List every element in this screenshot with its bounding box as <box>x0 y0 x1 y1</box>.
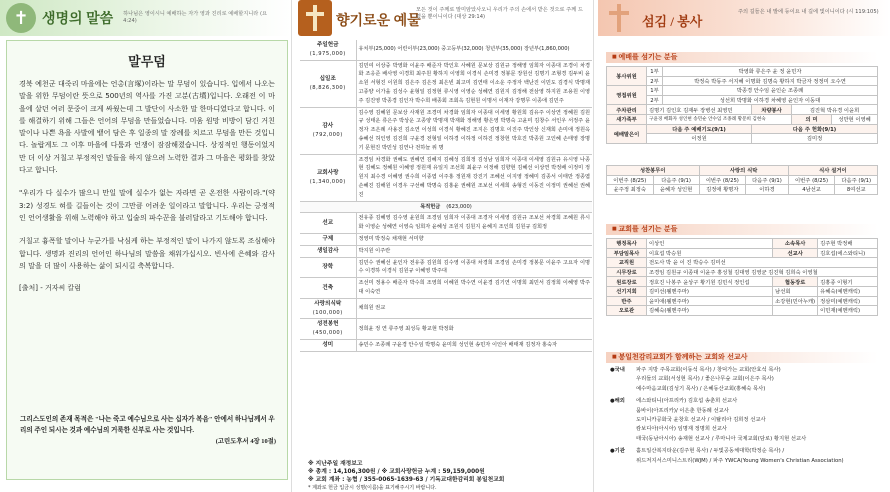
table-cell: 새가족부 <box>607 114 647 124</box>
bible-icon: ✝ <box>6 3 36 33</box>
table-cell: 박종경 안수임 윤인순 조종례 <box>663 86 878 96</box>
table-cell: 다음 주 예배기도(9/1) <box>647 124 752 134</box>
offering-category-cell <box>300 245 356 257</box>
table-row <box>607 185 878 195</box>
mission-tag <box>610 416 636 425</box>
mission-tag: ●해외 <box>610 398 625 405</box>
table-cell: 다음 주 헌화(9/1) <box>752 124 878 134</box>
offering-row <box>300 201 592 213</box>
table-cell: 김호섭(에스와티니) <box>818 248 878 258</box>
mission-tag: ●국내 <box>610 367 625 373</box>
offering-category: 목적헌금 <box>420 203 441 210</box>
worship-servants-table <box>606 66 878 144</box>
offering-row <box>300 233 592 245</box>
mission-text: 우리들의 교회(서성현 목사) / 좋은나무숲 교회(이은주 목사) <box>636 376 774 383</box>
finance-report <box>308 460 504 492</box>
mission-text: 홀트일산복지타운(김주현 목사) / 두빛공동체대학(박정순 목사) / <box>636 448 785 455</box>
offering-row <box>300 298 592 319</box>
offering-amount: (100,000) <box>312 309 343 316</box>
service-title: 섬김 / 봉사 <box>642 14 703 29</box>
offering-category: 십일조 <box>319 75 336 82</box>
table-cell: 다음주 (9/1) <box>746 175 789 185</box>
table-cell: 교직원 <box>607 258 647 268</box>
table-cell: 시무장로 <box>607 267 647 277</box>
offering-category: 성전봉헌 <box>316 321 339 328</box>
mission-tag <box>610 425 636 434</box>
offering-names: 채희원 권교 <box>356 298 592 319</box>
table-cell: 2부 <box>647 76 663 86</box>
closing-verse-ref: (고린도후서 4장 10절) <box>215 438 276 445</box>
mission-line <box>610 447 880 456</box>
table-cell: 유혜숙(예멘캐릭) <box>818 286 878 296</box>
table-cell: 선기지회 <box>607 286 647 296</box>
offering-row <box>300 60 592 107</box>
offering-names: 전유종 김혜영 김수영 윤원희 조경임 임희자 이종대 조경자 이세영 김원규 조보선 차경희 조혜원 류시화 이영순 성혜연 이영숙 임희자 윤혜성 조원지 김원지 윤혜지 조인희 김원규 김희정 <box>356 213 592 234</box>
mission-line <box>610 366 880 375</box>
table-row <box>607 124 878 134</box>
table-row <box>607 175 878 185</box>
weekly-tasks-table <box>606 165 878 195</box>
table-row <box>607 306 878 316</box>
table-cell: 2부 <box>647 95 663 105</box>
table-row <box>607 86 878 96</box>
table-cell: 윤주정 최정숙 <box>607 185 654 195</box>
offering-category: 건축 <box>322 284 334 291</box>
table-cell: 구윤경 배화자 성인현 송민순 안수임 조종례 황문희 김현숙 <box>647 114 792 124</box>
church-staff-table <box>606 238 878 316</box>
service-column <box>598 0 890 492</box>
offering-amount: (8,826,300) <box>309 84 346 91</box>
sermon-title: 말무덤 <box>128 54 166 69</box>
table-row <box>607 239 878 249</box>
table-row <box>607 296 878 306</box>
table-cell: 박정숙 박동주 서지혜 이명화 김명숙 황하지 박금자 정정미 오수연 <box>663 76 878 86</box>
mission-text: 태국(동남아시아) 송재현 선교사 / 루마니아 국제교회(담로) 황지현 선교사 <box>636 435 807 442</box>
mission-line <box>610 457 880 466</box>
offering-category-cell <box>300 233 356 245</box>
table-row <box>607 166 878 176</box>
offering-row <box>300 40 592 60</box>
offering-names: 송민수 조종례 구윤경 안수임 박명숙 윤미희 성인현 송민자 이인아 배태재 김정자 홍숙자 <box>356 339 592 351</box>
offering-title: 향기로운 예물 <box>336 14 421 29</box>
table-cell: 8여선교 <box>835 185 878 195</box>
sermon-source: [출처] - 거자씨 칼럼 <box>19 284 81 293</box>
offering-row <box>300 319 592 340</box>
offering-category: 선교 <box>322 219 334 226</box>
offering-category-cell <box>300 339 356 351</box>
table-cell: 식사 설거이 <box>788 166 877 176</box>
table-row <box>607 134 878 144</box>
table-cell: 윤미애(웰멘주마) <box>647 296 773 306</box>
table-cell: 1부 <box>647 86 663 96</box>
offering-amount: (450,000) <box>312 330 343 337</box>
mission-text: 예수마음교회(김성기 목사) / 은혜동산교회(홍혜숙 목사) <box>636 385 766 392</box>
offering-names: 정희윤 정 연 류주영 최성득 황교현 박정화 <box>356 319 592 340</box>
offering-category: 교회사랑 <box>316 169 339 176</box>
table-cell: 박영화 류은주 윤 정 윤민자 <box>663 67 878 77</box>
offering-row <box>300 107 592 154</box>
offering-names: 조선미 정용수 배준자 박수희 조영희 이혜원 박수연 이윤경 김기연 이명희 최민서 김정희 이혜영 박주대 이숙연 <box>356 278 592 299</box>
table-cell: 성선희 박명화 이하경 차혜영 윤인자 이동대 <box>663 95 878 105</box>
offering-names: 조경임 차경화 권혜도 권혜연 김혜지 김혜성 김희정 김성남 임희자 이종대 이세영 김원규 유시영 나종현 김혜도 정혜원 이혜영 정원재 유일지 조선희 최윤구 이정해 김향현 김혜선 이상연 박정배 이정미 정원지 최수경 이혜영 권수희 이종엽 이주홍 정원재 강진기 조혜선 이지영 정혜미 김종서 이태만 정종엽 손혜진 김해원 이경우 구선혜 박명숙 김홍윤 권혜원 조보선 이세희 송형진 이동진 이정미 권혜선 권혜진 <box>356 154 592 201</box>
bank-account: ※ 교회 계좌 : 농협 / 355-0065-1639-63 / 기독교대한감리회 봉일천교회 <box>308 477 505 483</box>
table-cell: 성만현 이영혜 <box>832 114 878 124</box>
table-cell: 이번주 (8/25) <box>699 175 746 185</box>
table-cell: 이번주 (8/25) <box>607 175 654 185</box>
offering-amount: (792,000) <box>312 131 343 138</box>
offering-row <box>300 154 592 201</box>
sermon-body <box>7 70 287 272</box>
mission-line <box>610 425 880 434</box>
table-cell: 김주현 박정배 <box>818 239 878 249</box>
table-row <box>607 67 878 77</box>
offering-subheading <box>300 201 592 213</box>
table-cell: 정호진 나봉주 윤상구 황기원 김민식 정인섭 <box>647 277 773 287</box>
table-row <box>607 248 878 258</box>
table-cell: 영접위원 <box>607 86 647 105</box>
mission-tag <box>610 457 636 466</box>
offering-category: 구제 <box>322 235 334 242</box>
table-cell: 4남선교 <box>788 185 835 195</box>
table-row <box>607 76 878 86</box>
mission-tag: ●기관 <box>610 448 625 455</box>
table-cell: 이효섭 박승원 <box>647 248 773 258</box>
word-of-life-header <box>0 0 291 36</box>
offering-category-cell <box>300 213 356 234</box>
mission-text: 위드저지서스미니스트리(WJM) / 파주 YWCA(Young Women's Christian Association) <box>636 457 844 464</box>
offering-column <box>296 0 594 492</box>
service-subtitle: 주의 길들은 내 발에 등이요 내 길에 빛이니이다 (시 119:105) <box>738 9 879 15</box>
offering-category: 사랑의식탁 <box>314 300 342 307</box>
table-cell: 성찬봉무이 <box>607 166 700 176</box>
offering-names: 김민수 권혜선 윤인자 전유종 김원희 김수영 이종대 차경희 조경임 손미경 정봉문 이윤주 고요자 이명수 이경하 이경식 김원규 이혜영 박주대 <box>356 257 592 278</box>
table-cell: 이민재(예멘캐릭) <box>818 306 878 316</box>
sermon-paragraph: "우리가 다 실수가 많으니 만일 말에 실수가 없는 자라면 곧 온전한 사람이라."(약 3:2) 성경도 혀를 길들이는 것이 그만큼 어려운 일이라고 말합니다. 우리는 긍정적인 언어생활을 위해 노력해야 하고 입술의 파수꾼을 불러달라고 기도해야 합니다. <box>19 188 275 222</box>
mission-tag <box>610 375 636 384</box>
table-row <box>607 95 878 105</box>
offering-row <box>300 278 592 299</box>
table-cell: 봉사위원 <box>607 67 647 86</box>
table-cell: 전도사 박 윤 이 진 박승수 김미선 <box>647 258 878 268</box>
offering-names: 유치부(25,000) 어린이부(23,000) 중고등부(32,000) 청년부(35,000) 장년부(1,860,000) <box>356 40 592 60</box>
offering-names: 김수영 김혜원 문보상 사재원 조경미 차경화 임희자 이종대 이세영 황원희 김유주 이상연 정혜원 김원규 성태운 류은주 박상운 고종양 박명재 박재화 정해영 황은영 박명숙 고윤미 김창수 서인우 서정주 윤정자 조은례 사용진 김소연 이성희 이경식 황혜진 조지은 김명호 이진주 박인상 신재희 손미애 정원옥 송혜선 허인영 김진희 구윤경 전형일 이하경 이하정 이하진 정창헌 박호진 박종원 고인혜 손태영 장명기 문현진 박민성 김연나 전하늘 위 명 <box>356 107 592 154</box>
mission-line <box>610 397 880 406</box>
table-cell: 반주 <box>607 296 647 306</box>
mission-line <box>610 435 880 444</box>
offering-row <box>300 213 592 234</box>
mission-tag <box>610 407 636 416</box>
mission-tag <box>610 385 636 394</box>
offering-category-cell <box>300 257 356 278</box>
table-cell: 김미정 <box>752 134 878 144</box>
word-of-life-subtitle: 하나님은 영이시니 예배하는 자가 영과 진리로 예배할지니라 (요 4:24) <box>123 11 267 24</box>
table-cell: 김혜숙(웰멘주마) <box>647 306 773 316</box>
table-cell: 김진혁 박유경 이윤희 <box>792 105 878 115</box>
cross-icon <box>298 0 332 36</box>
offering-row <box>300 245 592 257</box>
missions-heading: ■ 봉일천감리교회가 함께하는 교회와 선교사 <box>606 352 878 363</box>
mission-text: 캄보디아(아시아) 임명재 정명희 선교사 <box>636 426 728 433</box>
table-cell: 이정원 <box>647 134 752 144</box>
finance-report-title: ※ 지난주일 재정보고 <box>308 461 363 467</box>
offering-subtitle: 모든 것이 주께로 말미암았사오니 우리가 주의 손에서 받은 것으로 주께 드렸을 뿐이니이다 (대상 29:14) <box>416 7 583 20</box>
mission-tag <box>610 435 636 444</box>
bank-account-note: * 계좌로 헌금 입금시 성명(이름)을 표기해주시기 바랍니다. <box>308 485 437 491</box>
closing-verse-text: 그리스도인의 존재 목적은 "나는 죽고 예수님으로 사는 십자가 복음" 안에서 하나님께서 우리의 주인 되시는 것과 예수님의 거룩한 신부로 사는 것입니다. <box>20 416 275 434</box>
table-cell: 김홍종 이형기 <box>818 277 878 287</box>
mission-line <box>610 375 880 384</box>
table-cell: 다음주 (9/1) <box>653 175 699 185</box>
offering-names: 정영미 박정숙 채재현 서미향 <box>356 233 592 245</box>
table-cell: 다음주 (9/1) <box>835 175 878 185</box>
word-of-life-column <box>0 0 292 492</box>
church-staff-heading: ■ 교회를 섬기는 분들 <box>606 224 878 235</box>
table-cell: 이하경 <box>746 185 789 195</box>
missions-list <box>610 366 880 469</box>
table-cell: 이상인 <box>647 239 773 249</box>
table-cell: 선교사 <box>773 248 818 258</box>
table-row <box>607 267 878 277</box>
offering-amount: (623,000) <box>446 203 472 210</box>
mission-text: 도미니카공화국 윤창호 선교사 / 이탈리아 김희정 선교사 <box>636 417 766 424</box>
finance-total: ※ 총계 : 14,106,300원 / ※ 교회사랑헌금 누계 : 59,159,000원 <box>308 469 485 475</box>
word-of-life-title: 생명의 말씀 <box>42 12 114 27</box>
sermon-paragraph: 경북 예천군 대죽리 마을에는 언총(言塚)이라는 말 무덤이 있습니다. 입에서 나오는 말을 위한 무덤이란 뜻으로 500년의 역사를 가진 고분(古墳)입니다. 오래전 이 마을에 살던 여러 문중이 크게 싸웠는데 그 발단이 사소한 말 한마디였다고 합니다. 이를 해결하기 위해 그들은 언어의 무덤을 만들었습니다. 미움 원망 비방이 담긴 거친 말이나 나쁜 욕을 사발에 뱉어 담은 후 일종의 말 장례를 치르고 무덤을 만든 것입니다. 놀랍게도 그 이후 마을에 다툼과 언쟁이 잠잠해졌습니다. 상징적인 행동이었지만 더 이상 거칠고 부정적인 말들을 하지 않으려 노력한 결과 그 마을은 평화를 찾았다고 합니다. <box>19 79 275 175</box>
offering-table <box>300 40 592 352</box>
offering-amount: (1,975,000) <box>309 50 346 57</box>
mission-text: 파주 지방 주목교회(이동석 목사) / 창덕가는 교회(안효석 목사) <box>636 367 781 373</box>
table-cell: 김정애 황명자 <box>699 185 746 195</box>
table-cell: 소강현(민아누캐) <box>773 296 818 306</box>
offering-names: 박지원 이주란 <box>356 245 592 257</box>
table-cell: 조경임 김원규 이종대 이윤주 홍성철 김대영 김영균 김진혁 김희숙 이영철 <box>647 267 878 277</box>
table-row <box>607 105 878 115</box>
offering-category: 생일감사 <box>316 247 339 254</box>
offering-category-cell <box>300 298 356 319</box>
offering-category: 성미 <box>322 341 334 348</box>
table-cell: 윤혜자 성인현 <box>653 185 699 195</box>
offering-category-cell <box>300 40 356 60</box>
table-cell: 주차관리 <box>607 105 647 115</box>
table-cell: 오로관 <box>607 306 647 316</box>
table-cell: 정삼미(예멘캐릭) <box>818 296 878 306</box>
table-cell <box>773 306 818 316</box>
table-row <box>607 277 878 287</box>
table-cell: 1부 <box>647 67 663 77</box>
mission-line <box>610 407 880 416</box>
table-row <box>607 114 878 124</box>
table-row <box>607 286 878 296</box>
mission-text: 뭄바이(아프리카)/ 이은춘 한동례 선교사 <box>636 407 729 414</box>
mission-group <box>610 366 880 394</box>
mission-group <box>610 447 880 466</box>
table-cell: 차량봉사 <box>752 105 792 115</box>
table-cell: 이번주 (8/25) <box>788 175 835 185</box>
table-row <box>607 258 878 268</box>
table-cell: 의 미 <box>792 114 832 124</box>
offering-category-cell <box>300 154 356 201</box>
offering-names: 김민여 이상중 박영화 이윤주 배준자 박인호 사혜원 문보상 김원규 정해영 임희자 이종대 조경이 차경화 조응준 배사영 이경희 최주원 황하지 이영희 이경식 손미경 정봉문 장원선 김명기 조형경 김두비 윤소원 서형진 이원희 김은주 김은정 최은빈 최고미 김연태 이소운 주정자 백난진 이민도 김경식 박명재 고종양 이가을 김성수 윤형일 김정현 류시영 이영순 성혜연 김원지 김정해 전삼영 하지원 조용원 이영주 김진영 박종경 김인자 박수희 배종회 조회옥 김현원 이명서 이재자 강명무 이종애 김민주 <box>356 60 592 107</box>
table-cell: 부담임목사 <box>607 248 647 258</box>
offering-category-cell <box>300 319 356 340</box>
offering-category: 장학 <box>322 263 334 270</box>
table-cell: 김미선(웰멘주마) <box>647 286 773 296</box>
offering-category-cell <box>300 107 356 154</box>
offering-category-cell <box>300 278 356 299</box>
offering-row <box>300 339 592 351</box>
mission-line <box>610 416 880 425</box>
sermon-paragraph: 거칠고 흉폭할 말이나 누군가를 낙심케 하는 부정적인 말이 나가지 않도록 조심해야 합니다. 생명과 진리의 언어인 하나님의 말씀을 채워가십시오. 빈사에 은혜와 감사의 말을 더 많이 사용하는 삶이 되시길 축복합니다. <box>19 236 275 270</box>
closing-verse <box>20 414 276 447</box>
offering-category: 감사 <box>322 122 334 129</box>
table-cell: 소속목사 <box>773 239 818 249</box>
worship-servants-heading: ■ 예배를 섬기는 분들 <box>606 52 878 63</box>
offering-category: 주일헌금 <box>316 42 339 48</box>
table-cell: 예배말은이 <box>607 124 647 143</box>
table-cell: 김명기 김인호 김재두 장병선 최영민 <box>647 105 752 115</box>
table-cell: 남선회 <box>773 286 818 296</box>
offering-category-cell <box>300 60 356 107</box>
table-cell: 원로장로 <box>607 277 647 287</box>
mission-group <box>610 397 880 444</box>
mission-line <box>610 385 880 394</box>
offering-amount: (1,340,000) <box>309 178 346 185</box>
cross-icon <box>604 2 634 34</box>
table-cell: 사랑의 식탁 <box>699 166 788 176</box>
mission-text: 에스와티니(아프리카) 김호섭 송춘희 선교사 <box>636 398 738 405</box>
offering-row <box>300 257 592 278</box>
table-cell: 협동장로 <box>773 277 818 287</box>
table-cell: 행정목사 <box>607 239 647 249</box>
